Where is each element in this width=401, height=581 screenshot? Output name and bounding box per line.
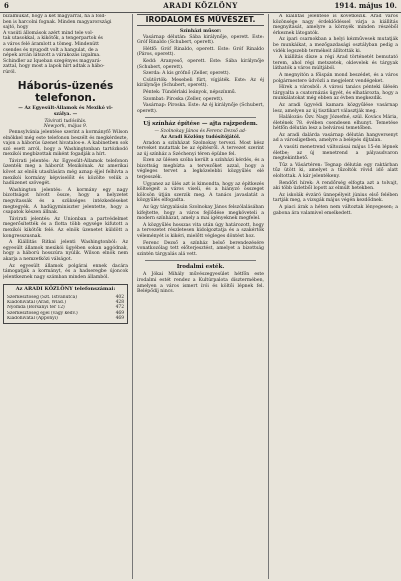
article-paragraph: Az egyesült államok polgárai ennek dacára támogatják a kormányt, és a hadseregbe újoncok jelentkeznek nagy számban minden államból. [3,263,128,280]
article-paragraph: Távirati jelentés: Az Egyesült-Államok telefonon üzenték meg a háborút Mexikónak. Az amerikai követ az elnök utasítására még aznap éjjel felhívta a mexikói kormány képviselőit és közölte velük a hadüzenet szövegét. [3,158,128,187]
article-paragraph: Rendőri hírek: A rendőrség elfogta azt a tolvajt, aki több üzletből lopott az elmúlt hetekben. [273,180,398,192]
article-paragraph: Ferenc Dezső a színház belső berendezésére vonatkozólag tett előterjesztést, amelyet a bizottság szintén tárgyalás alá vett. [137,240,264,257]
item-title: Uj színház építése — ajta rajzpedem. [143,121,258,128]
article-paragraph: Halálozás: Özv. Nagy Józsefné, szül. Kovács Mária, életének 78. évében csendesen elhunyt. Temetése hétfőn délután lesz a belvárosi temetőben. [273,115,398,132]
phone-numbers-box [3,284,128,324]
page-number: 6 [4,1,9,10]
phone-label: Szerkesztőség éjjel (vagy kedv.) [7,310,78,316]
article-source: Távirati tudósítás. [44,118,87,124]
divider [145,260,256,261]
phone-row [7,316,124,321]
program-title: Színházi műsor: [179,29,222,34]
program-line: Csütörtök: Mesebeli fürt, vígjáték. Este: Az éj királynője (Schubert, operett). [137,77,264,89]
divider [145,117,256,118]
issue-date: 1914. május 10. [334,1,397,10]
article-paragraph: Ugyanez az ülés azt is kimondta, hogy az építkezés költségeit a város viseli, és a hiányzó összeget kölcsön útján szerzik meg. A tanács javaslatát a közgyűlés elfogadta. [137,181,264,204]
article-paragraph: A Kiállitás Ritkai jelenti Washingtonból: Az egyesült államok mexikói ügyében sokan aggódnak, hogy a háború hosszúra nyúlik. Wilson elnök nem akarja a nemzetközi válságot. [3,240,128,262]
phone-number: 472 [115,305,124,311]
column-rule [268,14,269,579]
column-2 [137,14,264,579]
text-line: sajtó, hogy [3,25,29,31]
phone-label: Nyomda (Borsányi tér 12) [7,305,65,311]
article-paragraph: Washington jelentés: A kormány egy nagy bizottságot hívott össze, hogy a helyzetet megvitassák és a szükséges intézkedéseket megtegyék. A hadügyminiszter jelentette, hogy a csapatok készen állnak. [3,187,128,216]
text-line: a város felé áramlott a tömeg. Mindenütt [3,41,99,47]
phone-label: Kiadóhivatal (Apponyi) [7,315,58,321]
intro-text [3,14,128,76]
phone-number: 428 [115,300,124,306]
article-paragraph: Az aradi ügyvédi kamara közgyűlése vasárnap lesz, amelyen az új tisztikart választják meg. [273,102,398,114]
column-3 [273,14,398,579]
text-line: ben is harcolni fognak. Minden magyarországi [3,19,112,25]
program-line: Vasárnap délután: Sába királynője, operett. Este: Gróf Rinaldo (Schubert, operett). [137,34,264,46]
text-line: népek arcán látszott a várakozás izgalma. [3,53,101,59]
program-line: Vasárnap: Piroska. Este: Az éj királynője (Schubert, operett). [137,103,264,114]
article-paragraph: Az ügy tárgyalásán Szolnokay János felszólalásában kifejtette, hogy a város fejlődése megköveteli a modern színházat, amely a mai igényeknek megfelel. [137,205,264,222]
article-subhead: — Az Egyesült-Államok és Mexikó vi- [18,105,113,111]
text-line: bizalmukat, hogy a két magyarral, ha a föld- [3,14,107,19]
item-note: Az Aradi Közlöny tudósítójától. [160,134,241,140]
article-paragraph: A piaci árak a héten nem változtak lényegesen; a gabona ára valamivel emelkedett. [273,205,398,216]
section-title: IRODALOM ÉS MŰVÉSZET. [137,14,264,26]
article-paragraph: Pennsylvánia jelentése szerint a kormányfő Wilson elnökkel még este telefonon beszélt és megkérdezte, vajon a háborús üzenet hivatalos-e. A kabinetben sok szó esett arról, hogy a Washingtonban tartózkodó mexikói megbízottak miként fogadják a hírt. [3,129,128,158]
page-header [0,0,401,13]
article-paragraph: Az ipari csarnokban a helyi kézművesek mutatják be munkáikat, a mezőgazdasági osztályban pedig a vidék legszebb termékeit állították ki. [273,37,398,54]
article-paragraph: Hírek a városból: A városi tanács pénteki ülésén tárgyalta a csatornázás ügyét, és elhatározta, hogy a munkálatokat még ebben az évben megkezdik. [273,85,398,102]
item-subtitle: — Szolnokay János és Ferenc Dezső ad- [154,129,247,135]
article-paragraph: A vasúti menetrend változásai május 15-én lépnek életbe; az új menetrend a pályaudvaron megtekinthető. [273,145,398,162]
article-paragraph: Tűz a Vásártéren: Tegnap délután egy raktárban tűz ütött ki, amelyet a tűzoltók rövid idő alatt eloltottak. A kár jelentékeny. [273,162,398,180]
program-line: Szerda: A kis grófnő (Zeller, operett). [143,71,231,77]
article-paragraph: A Jókai Mihály művészegyesület hétfőn este irodalmi estét rendez a Kultúrpalota dísztermében, amelyen a város ismert írói és költői lépnek fel. Belépődíj nincs. [137,272,264,295]
article-paragraph: A kiállítás dísze a régi Arad történetét bemutató terem, ahol régi metszetek, oklevelek és tárgyak láthatók a város múltjából. [273,55,398,72]
article-subhead: szálya. — [53,112,78,118]
text-line: A vasúti állomások azért mind tele vol- [3,30,94,36]
program-line: Kedd: Aranyeső, operett. Este: Sába királynője (Schubert, operett). [137,58,264,70]
article-paragraph: Aradon a színházat Szolnokay tervezi. Most kész terveket mutattak be az építésről. A tervezet szerint az új színház a Széchenyi téren épülne fel. [137,140,264,157]
article-dateline: Newyork, május 9. [43,124,88,130]
phone-number: 469 [115,310,124,316]
text-line: Schindler az Iqueban szegényes magyará- [3,58,102,64]
text-line: zattal, hogy most a lapok hírt adtak a hábo- [3,64,105,70]
phone-number: 402 [115,294,124,300]
article-paragraph: Az iskolák évzáró ünnepélyeit június első felében tartják meg, a vizsgák május végén kezdődnek. [273,192,398,204]
article-paragraph: Távirati jelentés: Az Unionban a partvédelmet megerősítették és a flotta több egysége kifutott a mexikói kikötők felé. Az elnök üzenetet küldött a kongresszusnak. [3,216,128,239]
column-1 [3,14,128,579]
phone-box-title: Az ARADI KÖZLÖNY telefonszámai: [15,286,116,293]
program-line: Hétfő: Gróf Rinaldo, operett. Este: Gróf Rinaldo (Páros, operett). [137,46,264,58]
phone-label: Kiadóhivatal (Arad, Wlad.) [7,300,66,306]
paper-name: ARADI KÖZLÖNY [163,1,238,10]
text-line: tak utasokkal, a kikötők, a tengerpartok és [3,36,103,42]
article-paragraph: A kiállítás jelentése is következik. Arad város közönsége nagy érdeklődéssel várja a kiállítás megnyitását, amelyre a környék minden részéből érkeznek látogatók. [273,14,398,36]
article-headline: Háborús-üzenés telefonon. [17,79,114,104]
article-paragraph: Ezen az ülésen szóba került a színházi kérdés, és a bizottság megbízta a tervezőket azzal, hogy a végleges tervet a legközelebbi közgyűlés elé terjesszék. [137,158,264,181]
program-line: Péntek: Tündérlaki leányok, népszínmű. [143,89,237,95]
phone-number: 469 [115,315,124,321]
program-line: Szombat: Piroska (Zeller, operett). [143,96,224,102]
phone-label: Szerkesztőség (Szt. Istvánutca) [7,294,77,300]
text-line: csendes és nyugodt volt a hangulat, de a [3,47,98,53]
article-paragraph: A megnyitón a főispán mond beszédet, és a város polgármestere üdvözli a megjelent vendégeket. [273,72,398,84]
article-paragraph: A közgyűlés hosszas vita után úgy határozott, hogy a tervezetet részletesen kidolgoztatja és a szakértők véleményét is kikéri, mielőtt végleges döntést hoz. [137,222,264,239]
column-rule [132,14,133,579]
text-line: rúról. [3,69,17,75]
article-paragraph: Az aradi dalárda vasárnap délután hangversenyt ad a városligetben, amelyre a belépés díjtalan. [273,132,398,144]
item-title: Irodalmi esték. [176,264,225,271]
